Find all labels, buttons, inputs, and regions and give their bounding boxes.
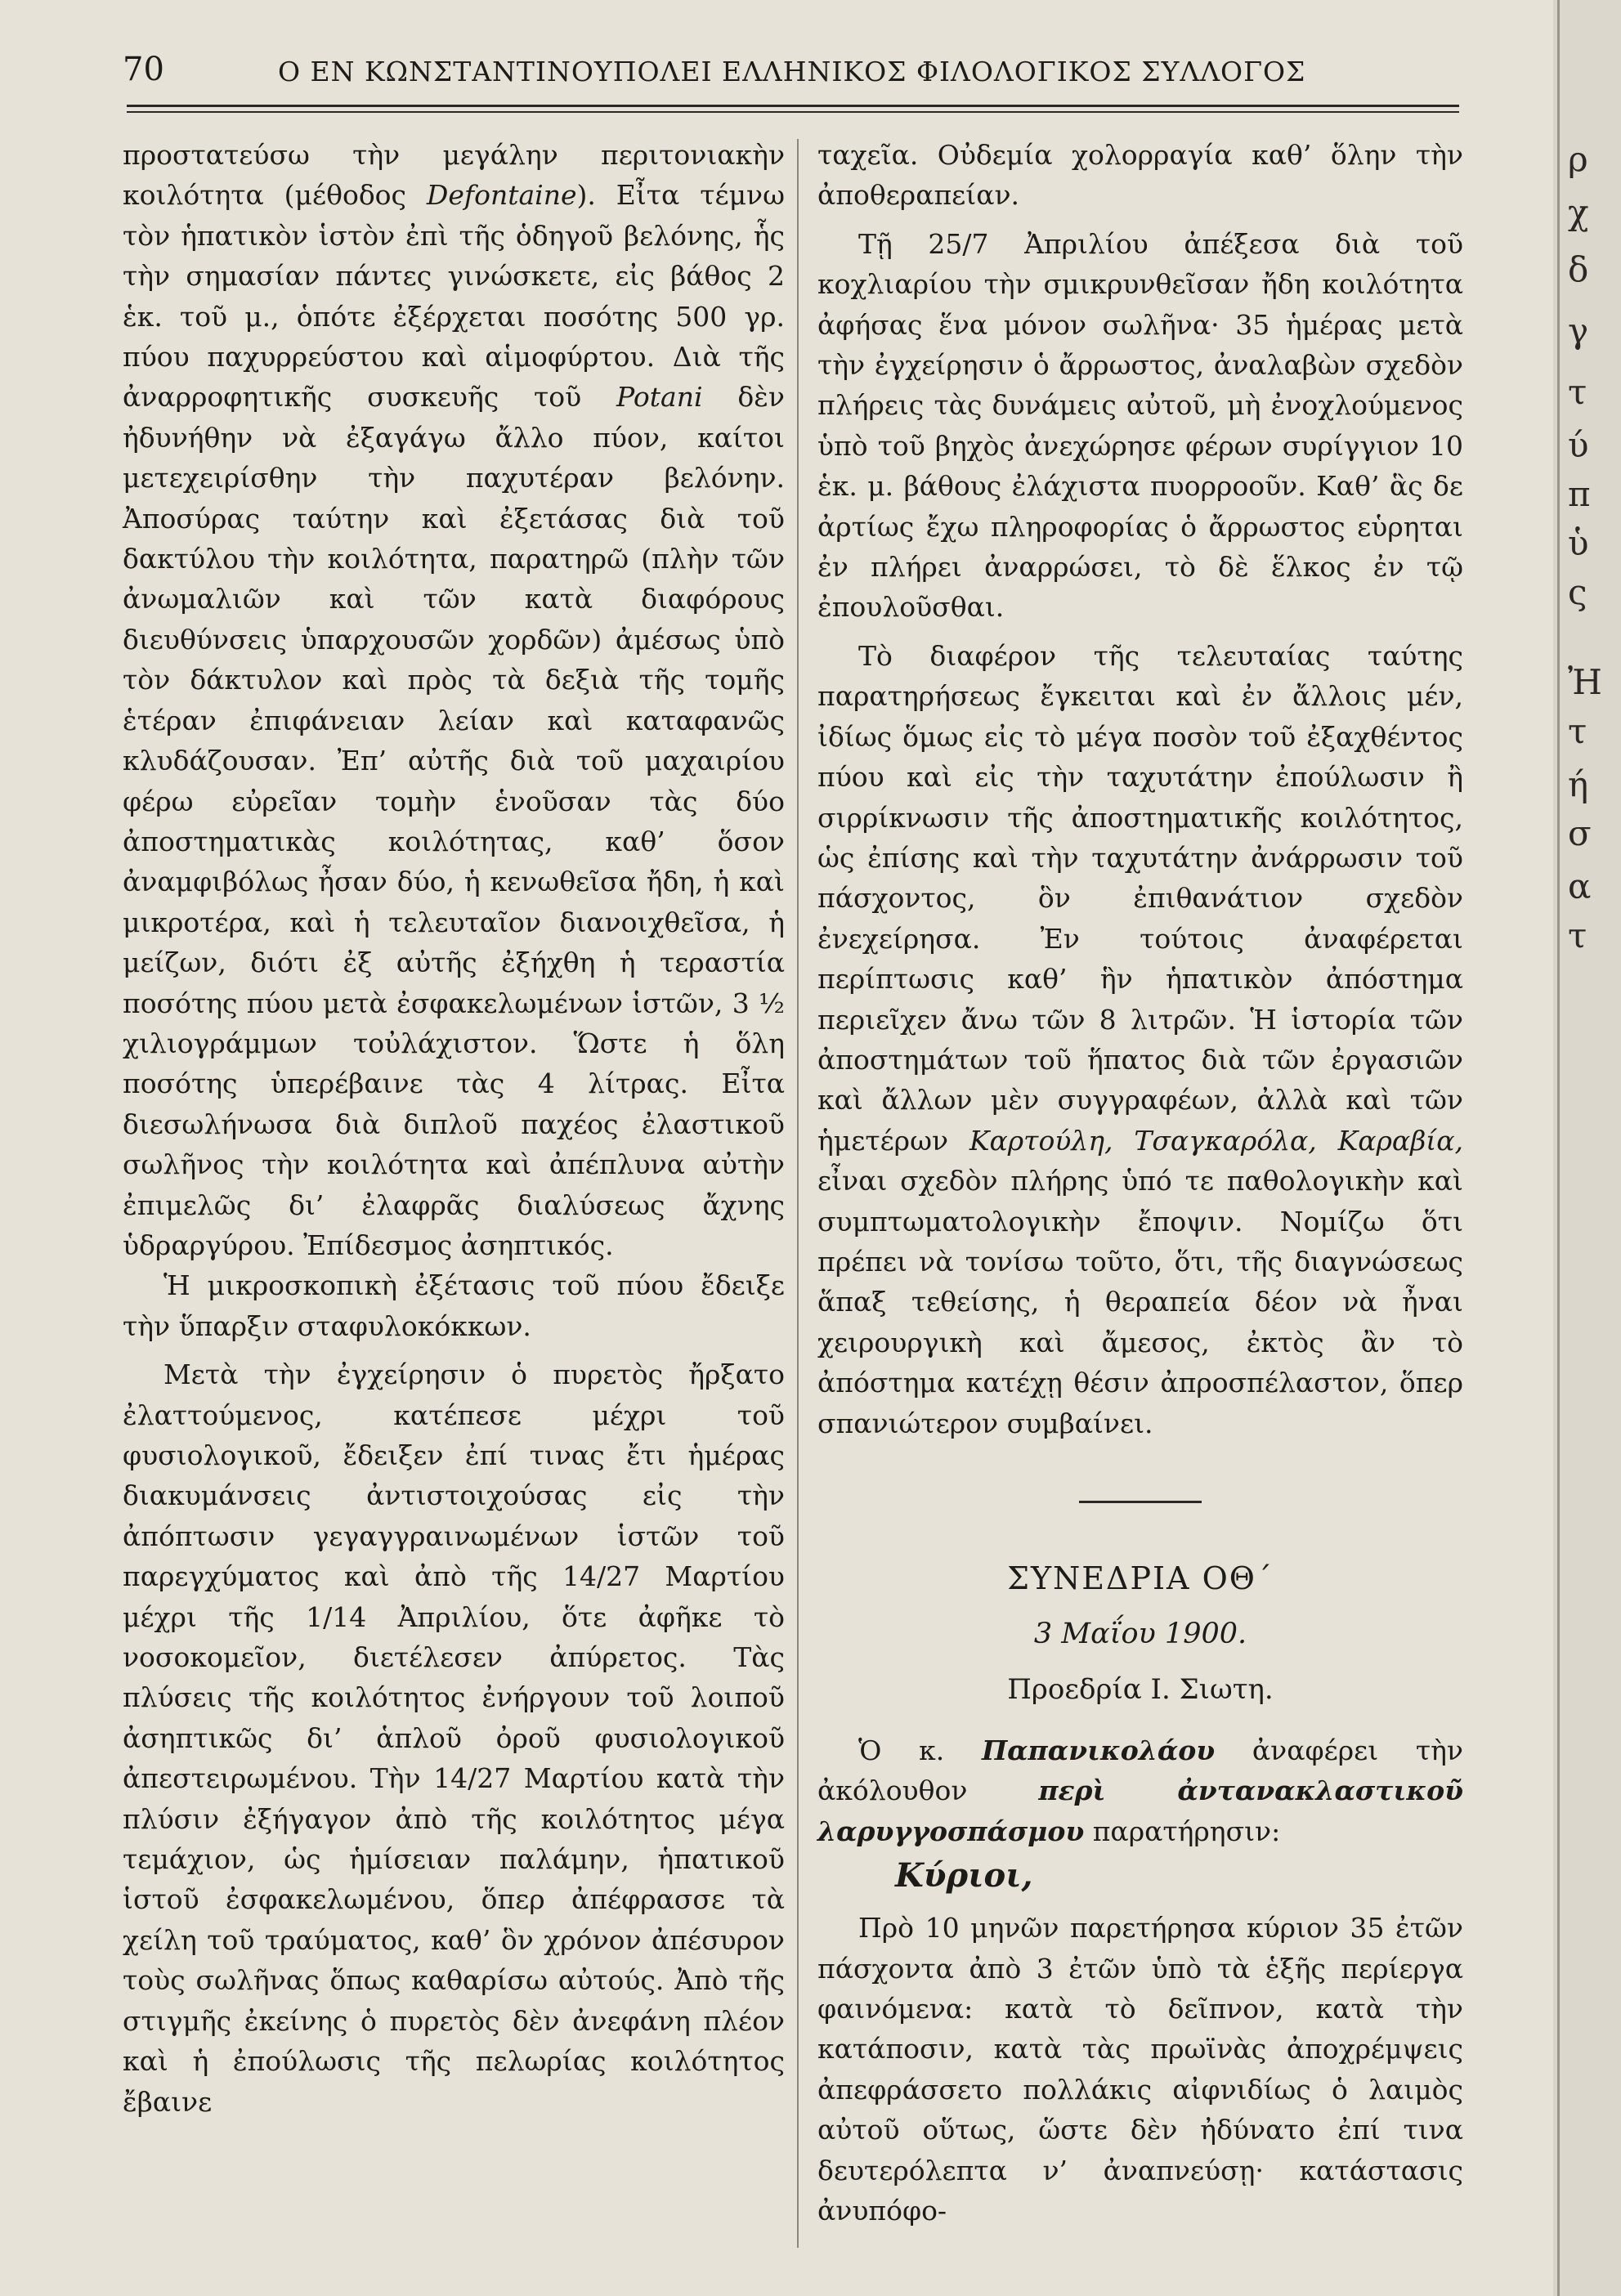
header-rule-double: [127, 111, 1459, 113]
journal-title: Ο ΕΝ ΚΩΝΣΤΑΝΤΙΝΟΥΠΟΛΕΙ ΕΛΛΗΝΙΚΟΣ ΦΙΛΟΛΟΓΙΚΟΣ ΣΥΛΛΟΓΟΣ: [278, 56, 1306, 87]
paragraph: ταχεῖα. Οὐδεμία χολορραγία καθ’ ὅλην τὴν ἀποθεραπείαν.: [817, 139, 1463, 212]
edge-glyph: ή: [1568, 764, 1589, 804]
edge-glyph: γ: [1568, 311, 1589, 351]
text-run: προστατεύσω τὴν μεγάλην περιτονιακὴν κοιλότητα (μέθοδος: [123, 139, 785, 212]
paragraph: [123, 135, 785, 1265]
paragraph: Πρὸ 10 μηνῶν παρετήρησα κύριον 35 ἐτῶν πάσχοντα ἀπὸ 3 ἐτῶν ὑπὸ τὰ ἑξῆς περίεργα φαινόμενα: κατὰ τὸ δεῖπνον, κατὰ τὴν κατάποσιν, κατὰ τὰς πρωϊνὰς ἀποχρέμψεις ἀπεφράσσετο πολλάκις αἰφνιδίως ὁ λαιμὸς αὐτοῦ οὕτως, ὥστε δὲν ἠδύνατο ἐπί τινα δευτερόλεπτα ν’ ἀναπνεύσῃ· κατάστασις ἀνυπόφο-: [817, 1912, 1463, 2227]
topic-title: περὶ ἀντανακλαστικοῦ λαρυγγοσπάσμου: [817, 1775, 1463, 1847]
session-presidency: Προεδρία Ι. Σιωτη.: [1007, 1673, 1274, 1706]
paragraph: Τῇ 25/7 Ἀπριλίου ἀπέξεσα διὰ τοῦ κοχλιαρίου τὴν σμικρυνθεῖσαν ἤδη κοιλότητα ἀφήσας ἕνα μόνον σωλῆνα· 35 ἡμέρας μετὰ τὴν ἐγχείρησιν ὁ ἄρρωστος, ἀναλαβὼν σχεδὸν πλήρεις τὰς δυνάμεις αὐτοῦ, μὴ ἐνοχλούμενος ὑπὸ τοῦ βηχὸς ἀνεχώρησε φέρων συρίγγιον 10 ἑκ. μ. βάθους ἐλάχιστα πυορροοῦν. Καθ’ ἃς δε ἀρτίως ἔχω πληροφορίας ὁ ἄρρωστος εὑρηται ἐν πλήρει ἀναρρώσει, τὸ δὲ ἕλκος ἐν τῷ ἐπουλοῦσθαι.: [817, 227, 1463, 624]
paragraph: Μετὰ τὴν ἐγχείρησιν ὁ πυρετὸς ἤρξατο ἐλαττούμενος, κατέπεσε μέχρι τοῦ φυσιολογικοῦ, ἔδειξεν ἐπί τινας ἔτι ἡμέρας διακυμάνσεις ἀντιστοιχούσας εἰς τὴν ἀπόπτωσιν γεγαγγραινωμένων ἱστῶν τοῦ παρεγχύματος καὶ ἀπὸ τῆς 14/27 Μαρτίου μέχρι τῆς 1/14 Ἀπριλίου, ὅτε ἀφῆκε τὸ νοσοκομεῖον, διετέλεσεν ἀπύρετος. Τὰς πλύσεις τῆς κοιλότητος ἐνήργουν τοῦ λοιποῦ ἀσηπτικῶς δι’ ἁπλοῦ ὀροῦ φυσιολογικοῦ ἀπεστειρωμένου. Τὴν 14/27 Μαρτίου κατὰ τὴν πλύσιν ἐξήγαγον ἀπὸ τῆς κοιλότητος μέγα τεμάχιον, ὡς ἡμίσειαν παλάμην, ἡπατικοῦ ἱστοῦ ἐσφακελωμένου, ὅπερ ἀπέφρασσε τὰ χείλη τοῦ τραύματος, καθ’ ὃν χρόνον ἀπέσυρον τοὺς σωλῆνας ὅπως καθαρίσω αὐτούς. Ἀπὸ τῆς στιγμῆς ἐκείνης ὁ πυρετὸς δὲν ἀνεφάνη πλέον καὶ ἡ ἐπούλωσις τῆς πελωρίας κοιλότητος ἔβαινε: [123, 1358, 785, 2118]
edge-glyph: ς: [1568, 572, 1587, 612]
session-date: 3 Μαΐου 1900.: [1033, 1618, 1247, 1650]
text-run: Ὁ κ.: [858, 1734, 982, 1766]
text-run: Τὸ διαφέρον τῆς τελευταίας ταύτης παρατηρήσεως ἔγκειται καὶ ἐν ἄλλοις μέν, ἰδίως ὅμως εἰς τὸ μέγα ποσὸν τοῦ ἐξαχθέντος πύου καὶ εἰς τὴν ταχυτάτην ἐπούλωσιν ἢ σιρρίκνωσιν τῆς ἀποστηματικῆς κοιλότητος, ὡς ἐπίσης καὶ τὴν ταχυτάτην ἀνάρρωσιν τοῦ πάσχοντος, ὃν ἐπιθανάτιον σχεδὸν ἐνεχείρησα. Ἐν τούτοις ἀναφέρεται περίπτωσις καθ’ ἣν ἡπατικὸν ἀπόστημα περιεῖχεν ἄνω τῶν 8 λιτρῶν. Ἡ ἱστορία τῶν ἀποστημάτων τοῦ ἥπατος διὰ τῶν ἐργασιῶν καὶ ἄλλων μὲν συγγραφέων, ἀλλὰ καὶ τῶν ἡμετέρων: [817, 639, 1463, 1157]
edge-glyph: Ἠ: [1568, 662, 1602, 702]
salutation: Κύριοι,: [895, 1856, 1033, 1895]
edge-glyph: α: [1568, 866, 1592, 906]
author-names: Καρτούλη, Τσαγκαρόλα, Καραβία,: [969, 1124, 1463, 1157]
author-name: Potani: [616, 381, 703, 414]
facing-page-edge: [1557, 0, 1621, 2296]
paragraph: [817, 636, 1463, 1443]
edge-glyph: τ: [1568, 711, 1587, 751]
left-column: [123, 135, 785, 2122]
text-run: παρατήρησιν:: [1084, 1815, 1281, 1847]
running-head: [123, 51, 1463, 100]
edge-glyph: τ: [1568, 915, 1587, 956]
paragraph: Ἡ μικροσκοπικὴ ἐξέτασις τοῦ πύου ἔδειξε τὴν ὕπαρξιν σταφυλοκόκκων.: [123, 1269, 785, 1342]
text-run: ἀναφέρει τὴν ἀκόλουθον: [817, 1734, 1463, 1807]
edge-glyph: χ: [1568, 192, 1589, 232]
page-number: 70: [123, 51, 164, 88]
header-rule: [127, 105, 1459, 107]
author-name: Defontaine: [426, 179, 577, 212]
edge-glyph: π: [1568, 474, 1591, 514]
text-run: δὲν ἠδυνήθην νὰ ἐξαγάγω ἄλλο πύον, καίτοι μετεχειρίσθην τὴν παχυτέραν βελόνην. Ἀποσύρας ταύτην καὶ ἐξετάσας διὰ τοῦ δακτύλου τὴν κοιλότητα, παρατηρῶ (πλὴν τῶν ἀνωμαλιῶν καὶ τῶν κατὰ διαφόρους διευθύνσεις ὑπαρχουσῶν χορδῶν) ἀμέσως ὑπὸ τὸν δάκτυλον καὶ πρὸς τὰ δεξιὰ τῆς τομῆς ἑτέραν ἐπιφάνειαν λείαν καὶ καταφανῶς κλυδάζουσαν. Ἐπ’ αὐτῆς διὰ τοῦ μαχαιρίου φέρω εὐρεῖαν τομὴν ἑνοῦσαν τὰς δύο ἀποστηματικὰς κοιλότητας, καθ’ ὅσον ἀναμφιβόλως ἦσαν δύο, ἡ κενωθεῖσα ἤδη, ἡ καὶ μικροτέρα, καὶ ἡ τελευταῖον διανοιχθεῖσα, ἡ μείζων, διότι ἐξ αὐτῆς ἐξήχθη ἡ τεραστία ποσότης πύου μετὰ ἐσφακελωμένων ἱστῶν, 3 ½ χιλιογράμμων τοὐλάχιστον. Ὥστε ἡ ὅλη ποσότης ὑπερέβαινε τὰς 4 λίτρας. Εἶτα διεσωλήνωσα διὰ διπλοῦ παχέος ἐλαστικοῦ σωλῆνος τὴν κοιλότητα καὶ ἀπέπλυνα αὐτὴν ἐπιμελῶς δι’ ἐλαφρᾶς διαλύσεως ἄχνης ὑδραργύρου. Ἐπίδεσμος ἀσηπτικός.: [123, 381, 785, 1261]
paragraph: [817, 1730, 1463, 1851]
right-column: [817, 135, 1463, 2231]
edge-glyph: σ: [1568, 813, 1592, 853]
edge-glyph: δ: [1568, 249, 1589, 289]
edge-glyph: τ: [1568, 372, 1587, 412]
edge-glyph: ὑ: [1568, 523, 1589, 563]
section-divider: [1079, 1501, 1202, 1503]
session-heading: ΣΥΝΕΔΡΙΑ ΟΘ΄: [1007, 1560, 1274, 1596]
column-divider: [797, 139, 799, 2248]
text-run: εἶναι σχεδὸν πλήρης ὑπό τε παθολογικὴν καὶ συμπτωματολογικὴν ἔποψιν. Νομίζω ὅτι πρέπει νὰ τονίσω τοῦτο, ὅτι, τῆς διαγνώσεως ἅπαξ τεθείσης, ἡ θεραπεία δέον νὰ ἦναι χειρουργικὴ καὶ ἄμεσος, ἐκτὸς ἂν τὸ ἀπόστημα κατέχῃ θέσιν ἀπροσπέλαστον, ὅπερ σπανιώτερον συμβαίνει.: [817, 1165, 1463, 1439]
text-run: ). Εἶτα τέμνω τὸν ἡπατικὸν ἱστὸν ἐπὶ τῆς ὁδηγοῦ βελόνης, ἧς τὴν σημασίαν πάντες γινώσκετε, εἰς βάθος 2 ἑκ. τοῦ μ., ὁπότε ἐξέρχεται ποσότης 500 γρ. πύου παχυρρεύστου καὶ αἱμοφύρτου. Διὰ τῆς ἀναρροφητικῆς συσκευῆς τοῦ: [123, 179, 785, 414]
edge-glyph: ρ: [1568, 139, 1588, 179]
edge-glyph: ύ: [1568, 425, 1589, 465]
speaker-name: Παπανικολάου: [981, 1734, 1216, 1766]
